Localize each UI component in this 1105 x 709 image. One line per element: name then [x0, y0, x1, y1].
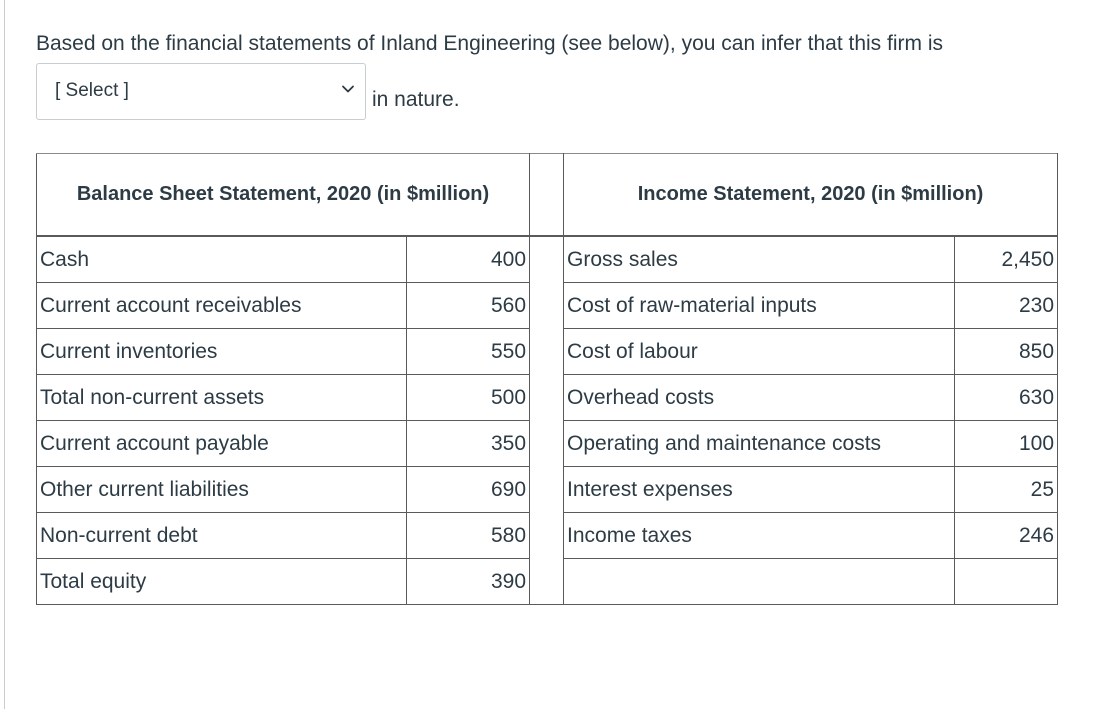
income-label: Cost of labour: [564, 329, 955, 375]
income-label: Overhead costs: [564, 375, 955, 421]
income-value: [955, 559, 1058, 605]
answer-select-value: [ Select ]: [55, 80, 129, 101]
chevron-down-icon: [341, 82, 355, 96]
balance-sheet-header: Balance Sheet Statement, 2020 (in $million): [37, 154, 530, 237]
table-header-row: [37, 154, 1058, 237]
income-value: 2,450: [955, 236, 1058, 283]
page-left-border: [4, 0, 5, 709]
balance-label: Total equity: [37, 559, 407, 605]
income-label: Interest expenses: [564, 467, 955, 513]
question-text: Based on the financial statements of Inland Engineering (see below), you can infer that this firm is: [36, 32, 943, 55]
balance-label: Total non-current assets: [37, 375, 407, 421]
gap-column: [530, 236, 564, 605]
balance-value: 400: [407, 236, 530, 283]
income-value: 25: [955, 467, 1058, 513]
balance-value: 690: [407, 467, 530, 513]
balance-label: Current account receivables: [37, 283, 407, 329]
income-value: 230: [955, 283, 1058, 329]
answer-suffix: in nature.: [372, 88, 460, 111]
balance-label: Cash: [37, 236, 407, 283]
balance-label: Other current liabilities: [37, 467, 407, 513]
balance-value: 550: [407, 329, 530, 375]
income-value: 246: [955, 513, 1058, 559]
balance-value: 580: [407, 513, 530, 559]
balance-label: Current account payable: [37, 421, 407, 467]
table-row: [37, 236, 1058, 283]
balance-value: 560: [407, 283, 530, 329]
income-value: 100: [955, 421, 1058, 467]
income-value: 630: [955, 375, 1058, 421]
income-label: Operating and maintenance costs: [564, 421, 955, 467]
income-statement-header: Income Statement, 2020 (in $million): [564, 154, 1058, 237]
answer-select[interactable]: [36, 63, 366, 120]
balance-value: 350: [407, 421, 530, 467]
financial-statements-table: [36, 153, 1058, 605]
income-label: [564, 559, 955, 605]
income-label: Gross sales: [564, 236, 955, 283]
balance-value: 500: [407, 375, 530, 421]
income-value: 850: [955, 329, 1058, 375]
balance-value: 390: [407, 559, 530, 605]
income-label: Cost of raw-material inputs: [564, 283, 955, 329]
income-label: Income taxes: [564, 513, 955, 559]
answer-line: [36, 63, 460, 120]
balance-label: Non-current debt: [37, 513, 407, 559]
balance-label: Current inventories: [37, 329, 407, 375]
gap-column: [530, 154, 564, 237]
